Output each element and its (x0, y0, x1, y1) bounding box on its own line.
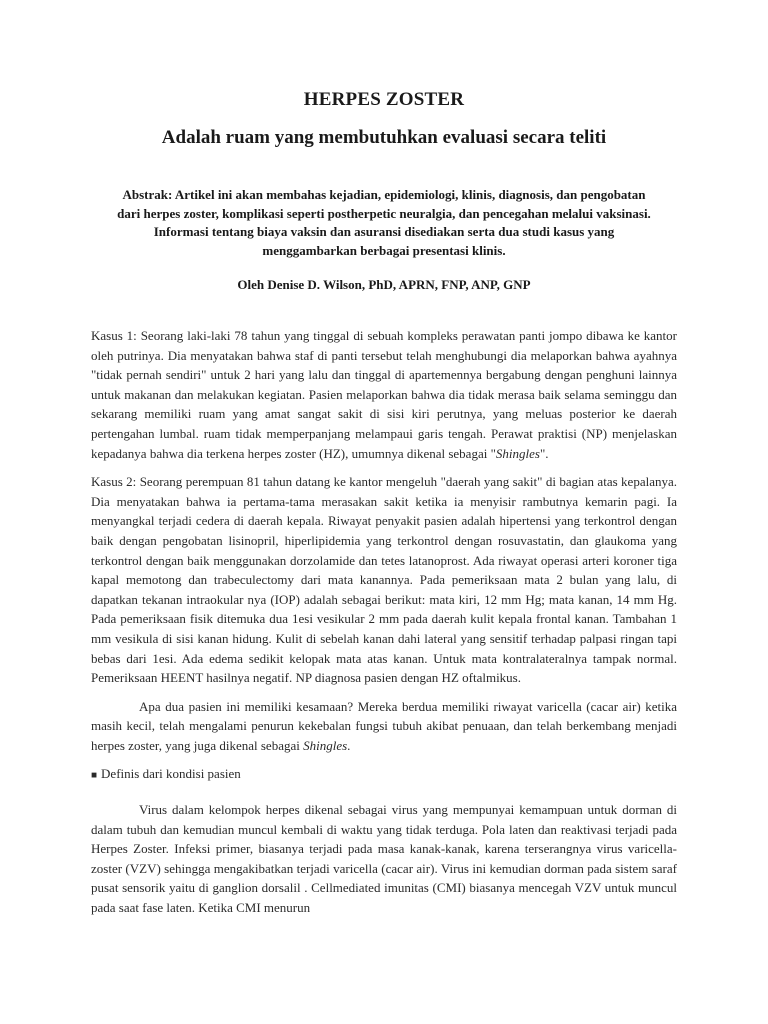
summary-end: . (347, 737, 351, 753)
summary-text: Apa dua pasien ini memiliki kesamaan? Mereka berdua memiliki riwayat varicella (cacar air) ketika masih kecil, telah mengalami penurun kekebalan fungsi tubuh akibat penuaan, dan telah berkembang menjadi herpes zoster, yang juga dikenal sebagai (91, 698, 677, 753)
summary-term: Shingles (303, 737, 348, 753)
case-1-end: ". (539, 445, 549, 461)
summary-paragraph (91, 697, 677, 756)
case-1-term: Shingles (495, 445, 540, 461)
abstract: Abstrak: Artikel ini akan membahas kejadian, epidemiologi, klinis, diagnosis, dan pengobatan dari herpes zoster, komplikasi seperti postherpetic neuralgia, dan pencegahan melalui vaksinasi. Informasi tentang biaya vaksin dan asuransi disediakan serta dua studi kasus yang menggambarkan berbagai presentasi klinis. (117, 187, 651, 258)
document-subtitle: Adalah ruam yang membutuhkan evaluasi secara teliti (161, 127, 607, 148)
section-heading (91, 764, 677, 786)
case-1-paragraph (91, 326, 677, 463)
section-heading-text: Definis dari kondisi pasien (101, 766, 241, 782)
document-title: HERPES ZOSTER (303, 89, 465, 110)
author-line: Oleh Denise D. Wilson, PhD, APRN, FNP, ANP, GNP (237, 277, 531, 292)
article-body (91, 326, 677, 918)
definition-paragraph: Virus dalam kelompok herpes dikenal sebagai virus yang mempunyai kemampuan untuk dorman di dalam tubuh dan kemudian muncul kembali di waktu yang tidak terduga. Pola laten dan reaktivasi terjadi pada Herpes Zoster. Infeksi primer, biasanya terjadi pada masa kanak-kanak, karena terserangnya virus varicella-zoster (VZV) sehingga mengakibatkan terjadi varicella (cacar air). Virus ini kemudian dorman pada sistem saraf pusat sensorik yaitu di ganglion dorsalil . Cellmediated imunitas (CMI) biasanya mencegah VZV untuk muncul pada saat fase laten. Ketika CMI menurun (91, 802, 677, 916)
case-2-paragraph: Kasus 2: Seorang perempuan 81 tahun datang ke kantor mengeluh "daerah yang sakit" di bagian atas kepalanya. Dia menyatakan bahwa ia pertama-tama merasakan sakit ketika ia menyisir rambutnya kemarin pagi. Ia menyangkal terjadi cedera di daerah kepala. Riwayat penyakit pasien adalah hipertensi yang terkontrol dengan baik dengan pengobatan lisinopril, hiperlipidemia yang terkontrol dengan rosuvastatin, dan glaukoma yang terkontrol dengan baik menggunakan dorzolamide dan tetes latanoprost. Ada riwayat operasi arteri koroner tiga kapal memotong dan trabeculectomy dari mata kanannya. Pada pemeriksaan mata 2 bulan yang lalu, di dapatkan tekanan intraokular nya (IOP) adalah sebagai berikut: mata kiri, 12 mm Hg; mata kanan, 14 mm Hg. Pada pemeriksaan fisik ditemuka dua 1esi vesikular 2 mm pada daerah kulit kepala frontal kanan. Tambahan 1 mm vesikula di sisi kanan hidung. Kulit di sebelah kanan dahi lateral yang sensitif terhadap palpasi ringan tapi bebas dari 1esi. Ada edema sedikit kelopak mata atas kanan. Untuk mata kontralateralnya tampak normal. Pemeriksaan HEENT hasilnya negatif. NP diagnosa pasien dengan HZ oftalmikus. (91, 474, 677, 686)
square-bullet-icon: ■ (91, 770, 98, 782)
case-1-text: Kasus 1: Seorang laki-laki 78 tahun yang tinggal di sebuah kompleks perawatan panti jompo dibawa ke kantor oleh putrinya. Dia menyatakan bahwa staf di panti tersebut telah menghubungi dia melaporkan bahwa ayahnya "tidak pernah sendiri" untuk 2 hari yang lalu dan tinggal di apartemennya bergabung dengan penghuni lainnya untuk makanan dan melakukan kegiatan. Pasien melaporkan bahwa dia tidak merasa baik selama seminggu dan sekarang memiliki ruam yang amat sangat sakit di sisi kiri perutnya, yang meluas posterior ke daerah pertengahan lumbal. ruam tidak memperpanjang melampaui garis tengah. Perawat praktisi (NP) menjelaskan kepadanya bahwa dia terkena herpes zoster (HZ), umumnya dikenal sebagai " (91, 328, 677, 461)
